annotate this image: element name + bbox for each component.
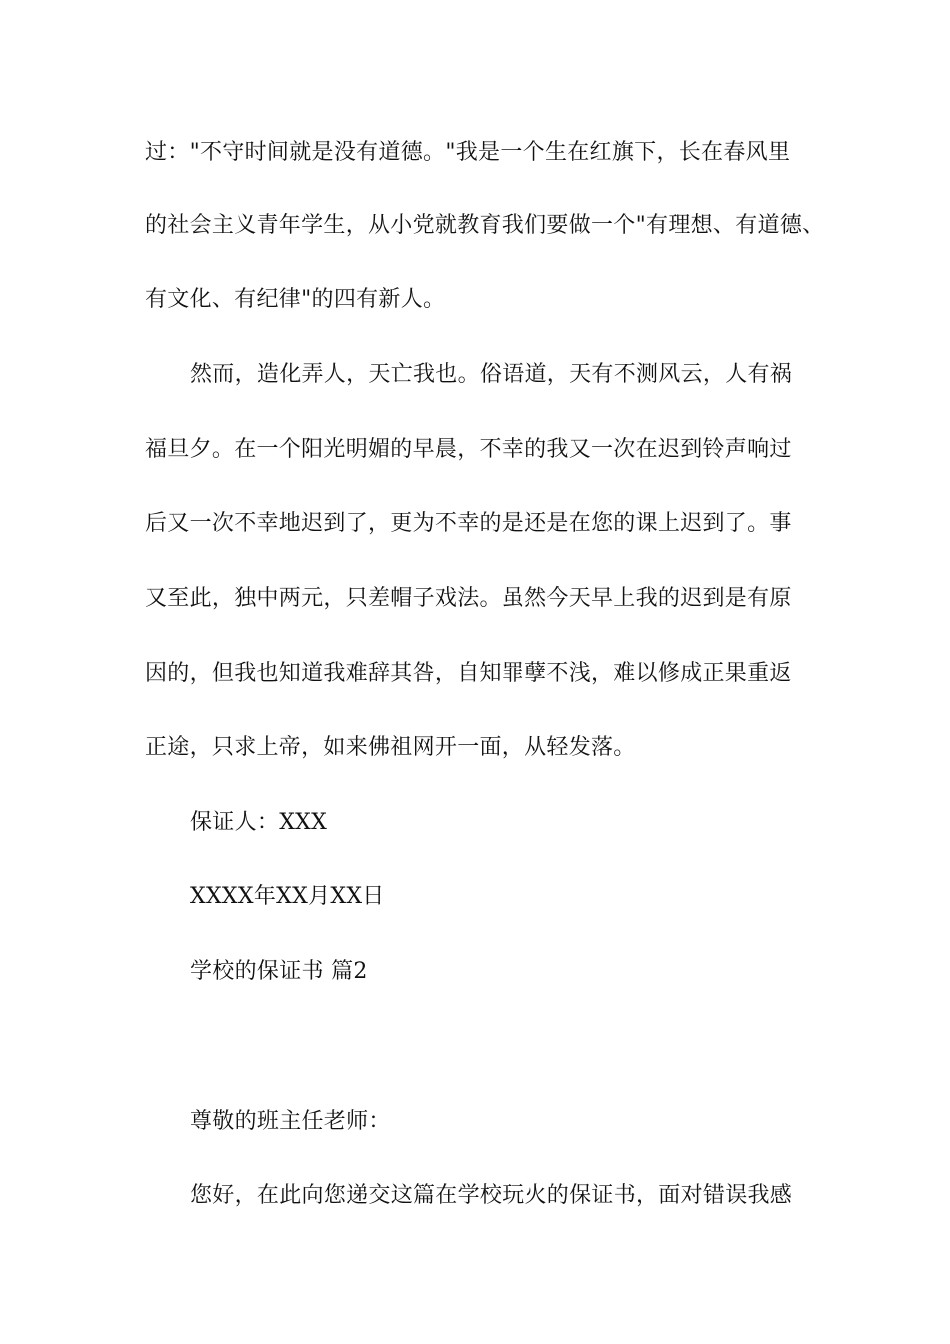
body-line-8: 因的，但我也知道我难辞其咎，自知罪孽不浅，难以修成正果重返	[145, 661, 792, 686]
body-line-1: 过："不守时间就是没有道德。"我是一个生在红旗下，长在春风里	[145, 140, 791, 165]
body-line-3: 有文化、有纪律"的四有新人。	[145, 287, 446, 312]
body-line-2: 的社会主义青年学生，从小党就教育我们要做一个"有理想、有道德、	[145, 213, 825, 238]
opening-line: 您好，在此向您递交这篇在学校玩火的保证书，面对错误我感	[190, 1183, 793, 1208]
body-line-9: 正途，只求上帝，如来佛祖网开一面，从轻发落。	[145, 735, 636, 760]
signer-line: 保证人：XXX	[190, 810, 328, 835]
date-line: XXXX年XX月XX日	[190, 884, 385, 909]
salutation-line: 尊敬的班主任老师：	[190, 1109, 391, 1134]
body-line-6: 后又一次不幸地迟到了，更为不幸的是还是在您的课上迟到了。事	[145, 511, 792, 536]
section-title: 学校的保证书 篇2	[190, 959, 368, 984]
body-line-7: 又至此，独中两元，只差帽子戏法。虽然今天早上我的迟到是有原	[145, 586, 792, 611]
body-line-5: 福旦夕。在一个阳光明媚的早晨，不幸的我又一次在迟到铃声响过	[145, 437, 792, 462]
body-line-4: 然而，造化弄人，天亡我也。俗语道，天有不测风云，人有祸	[190, 362, 793, 387]
